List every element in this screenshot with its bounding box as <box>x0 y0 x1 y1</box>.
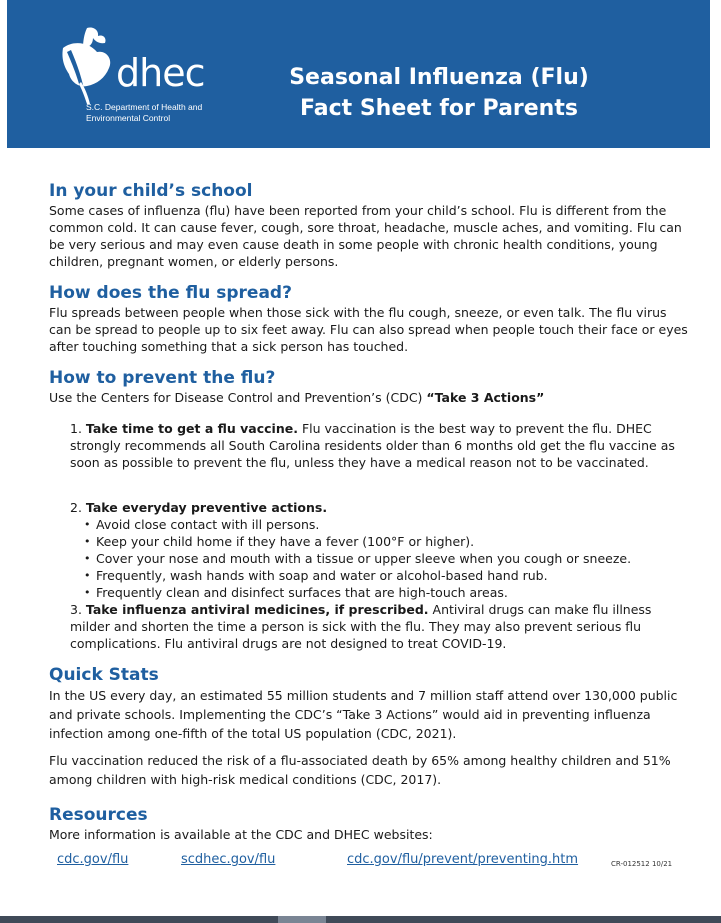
action3-text: Antiviral drugs can make flu illness milder and shorten the time a person is sick with the flu. They may also prevent serious flu complications. Flu antiviral drugs are not designed to treat COVID-19. <box>70 602 652 651</box>
text-spread: Flu spreads between people when those sick with the flu cough, sneeze, or even talk. The flu virus can be spread to people up to six feet away. Flu can also spread when people touch their face or eyes after touching something that a sick person has touched. <box>49 305 688 354</box>
heading-stats: Quick Stats <box>49 665 159 685</box>
section-school <box>49 180 689 270</box>
prevent-intro <box>49 389 689 406</box>
logo-subtitle-line1: S.C. Department of Health and <box>86 102 203 112</box>
heading-prevent: How to prevent the flu? <box>49 368 276 388</box>
document-page <box>7 0 710 916</box>
action1-text: Flu vaccination is the best way to prevent the flu. DHEC strongly recommends all South Carolina residents older than 6 months old get the flu vaccine as soon as possible to prevent the flu, unless they have a medical reason not to be vaccinated. <box>70 421 675 470</box>
action2-number: 2. <box>70 500 86 515</box>
link-cdc-preventing[interactable]: cdc.gov/flu/prevent/preventing.htm <box>347 852 579 867</box>
action1-title: Take time to get a flu vaccine. <box>85 421 298 436</box>
action-3 <box>70 601 690 652</box>
list-item: • Frequently, wash hands with soap and water or alcohol-based hand rub. <box>84 567 690 584</box>
title-line2: Fact Sheet for Parents <box>300 96 578 121</box>
action-2 <box>70 499 690 601</box>
resource-links <box>49 851 689 871</box>
document-code: CR-012512 10/21 <box>611 860 673 868</box>
action2-title: Take everyday preventive actions. <box>85 500 328 515</box>
palmetto-logo-icon <box>53 26 123 106</box>
heading-spread: How does the flu spread? <box>49 283 292 303</box>
list-item: • Keep your child home if they have a fever (100°F or higher). <box>84 533 690 550</box>
action1-number: 1. <box>70 421 86 436</box>
list-item: • Cover your nose and mouth with a tissue or upper sleeve when you cough or sneeze. <box>84 550 690 567</box>
page-title <box>269 62 609 124</box>
action3-number: 3. <box>70 602 86 617</box>
header-banner <box>7 0 710 148</box>
heading-resources: Resources <box>49 805 148 825</box>
logo-subtitle-line2: Environmental Control <box>86 113 171 123</box>
logo-subtitle <box>86 102 256 124</box>
horizontal-scrollbar-thumb[interactable] <box>278 916 326 923</box>
section-prevent <box>49 367 689 406</box>
prevent-intro-text: Use the Centers for Disease Control and Prevention’s (CDC) <box>49 390 427 405</box>
section-resources <box>49 804 689 843</box>
prevention-bullet-list <box>70 516 690 601</box>
dhec-logo <box>53 26 253 126</box>
section-spread <box>49 282 689 355</box>
stats-paragraph-1: In the US every day, an estimated 55 million students and 7 million staff attend over 130,000 public and private schools. Implementing the CDC’s “Take 3 Actions” would aid in preventing influenza infection among one-fifth of the total US population (CDC, 2021). <box>49 688 678 741</box>
title-line1: Seasonal Influenza (Flu) <box>289 65 589 90</box>
action-1 <box>70 420 690 471</box>
resources-text: More information is available at the CDC and DHEC websites: <box>49 827 433 842</box>
stats-paragraph-2: Flu vaccination reduced the risk of a flu-associated death by 65% among healthy children and 51% among children with high-risk medical conditions (CDC, 2017). <box>49 753 671 787</box>
action3-title: Take influenza antiviral medicines, if prescribed. <box>85 602 429 617</box>
prevent-intro-bold: “Take 3 Actions” <box>426 390 545 405</box>
section-stats <box>49 664 689 789</box>
link-scdhec-flu[interactable]: scdhec.gov/flu <box>181 852 276 867</box>
horizontal-scrollbar-track[interactable] <box>0 916 721 923</box>
list-item: • Frequently clean and disinfect surfaces that are high-touch areas. <box>84 584 690 601</box>
link-cdc-flu[interactable]: cdc.gov/flu <box>57 852 129 867</box>
list-item: • Avoid close contact with ill persons. <box>84 516 690 533</box>
heading-school: In your child’s school <box>49 181 253 201</box>
logo-wordmark: dhec <box>116 51 205 95</box>
text-school: Some cases of influenza (flu) have been reported from your child’s school. Flu is different from the common cold. It can cause fever, cough, sore throat, headache, muscle aches, and vomiting. Flu can be very serious and may even cause death in some people with chronic health conditions, young children, pregnant women, or elderly persons. <box>49 203 682 269</box>
